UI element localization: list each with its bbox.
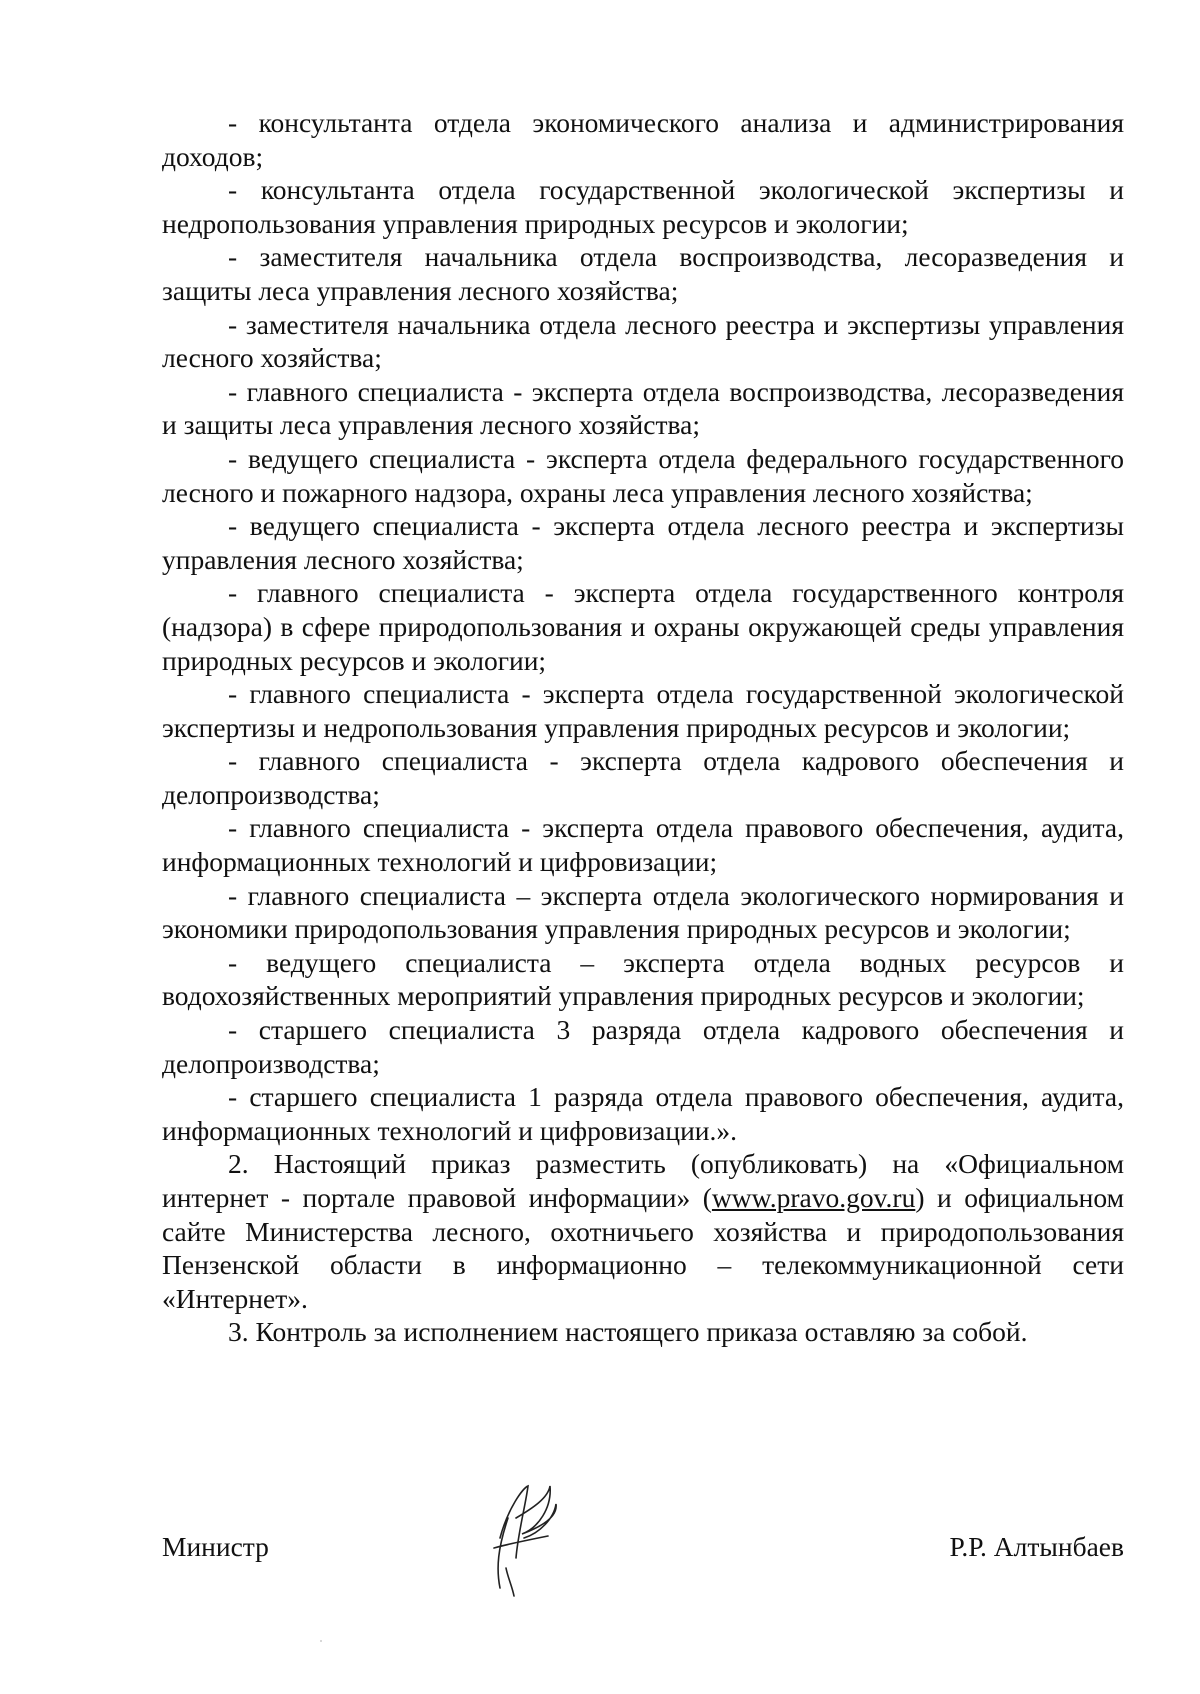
list-item: - консультанта отдела экономического анализа и администрирования доходов; — [162, 107, 1124, 172]
list-item: - старшего специалиста 1 разряда отдела правового обеспечения, аудита, информационных технологий и цифровизации.». — [162, 1081, 1124, 1146]
list-item: - старшего специалиста 3 разряда отдела кадрового обеспечения и делопроизводства; — [162, 1014, 1124, 1079]
list-item: - заместителя начальника отдела воспроизводства, лесоразведения и защиты леса управления лесного хозяйства; — [162, 241, 1124, 306]
clause-2-text-after: ) и официальном сайте Министерства лесного, охотничьего хозяйства и природопользования Пензенской области в информационно – телекоммуникационной сети «Интернет». — [162, 1182, 1124, 1314]
clause-3: 3. Контроль за исполнением настоящего приказа оставляю за собой. — [228, 1316, 1028, 1348]
list-item: - главного специалиста - эксперта отдела правового обеспечения, аудита, информационных технологий и цифровизации; — [162, 812, 1124, 878]
list-item: - главного специалиста – эксперта отдела экологического нормирования и экономики природопользования управления природных ресурсов и экологии; — [162, 879, 1124, 945]
signer-name: Р.Р. Алтынбаев — [949, 1531, 1124, 1562]
list-item: - главного специалиста - эксперта отдела государственной экологической экспертизы и недропользования управления природных ресурсов и экологии; — [162, 678, 1124, 743]
list-item: - консультанта отдела государственной экологической экспертизы и недропользования управления природных ресурсов и экологии; — [162, 174, 1124, 239]
clause-2-text-before: 2. Настоящий приказ разместить (опубликовать) на «Официальном интернет - портале правовой информации» ( — [162, 1148, 1124, 1213]
signer-title: Министр — [162, 1531, 269, 1562]
list-item: - заместителя начальника отдела лесного реестра и экспертизы управления лесного хозяйства; — [162, 308, 1124, 374]
document-body — [162, 106, 1124, 1349]
list-item: - главного специалиста - эксперта отдела кадрового обеспечения и делопроизводства; — [162, 745, 1124, 810]
clause-2 — [162, 1147, 1124, 1315]
list-item: - главного специалиста - эксперта отдела воспроизводства, лесоразведения и защиты леса управления лесного хозяйства; — [162, 375, 1124, 441]
list-item: - ведущего специалиста - эксперта отдела лесного реестра и экспертизы управления лесного хозяйства; — [162, 510, 1124, 575]
scan-speck — [320, 1640, 322, 1642]
pravo-gov-link[interactable]: www.pravo.gov.ru — [711, 1182, 916, 1213]
list-item: - ведущего специалиста – эксперта отдела водных ресурсов и водохозяйственных мероприятий управления природных ресурсов и экологии; — [162, 946, 1124, 1012]
signature-block — [162, 1530, 1124, 1570]
list-item: - главного специалиста - эксперта отдела государственного контроля (надзора) в сфере природопользования и охраны окружающей среды управления природных ресурсов и экологии; — [162, 577, 1124, 676]
list-item: - ведущего специалиста - эксперта отдела федерального государственного лесного и пожарного надзора, охраны леса управления лесного хозяйства; — [162, 442, 1124, 508]
